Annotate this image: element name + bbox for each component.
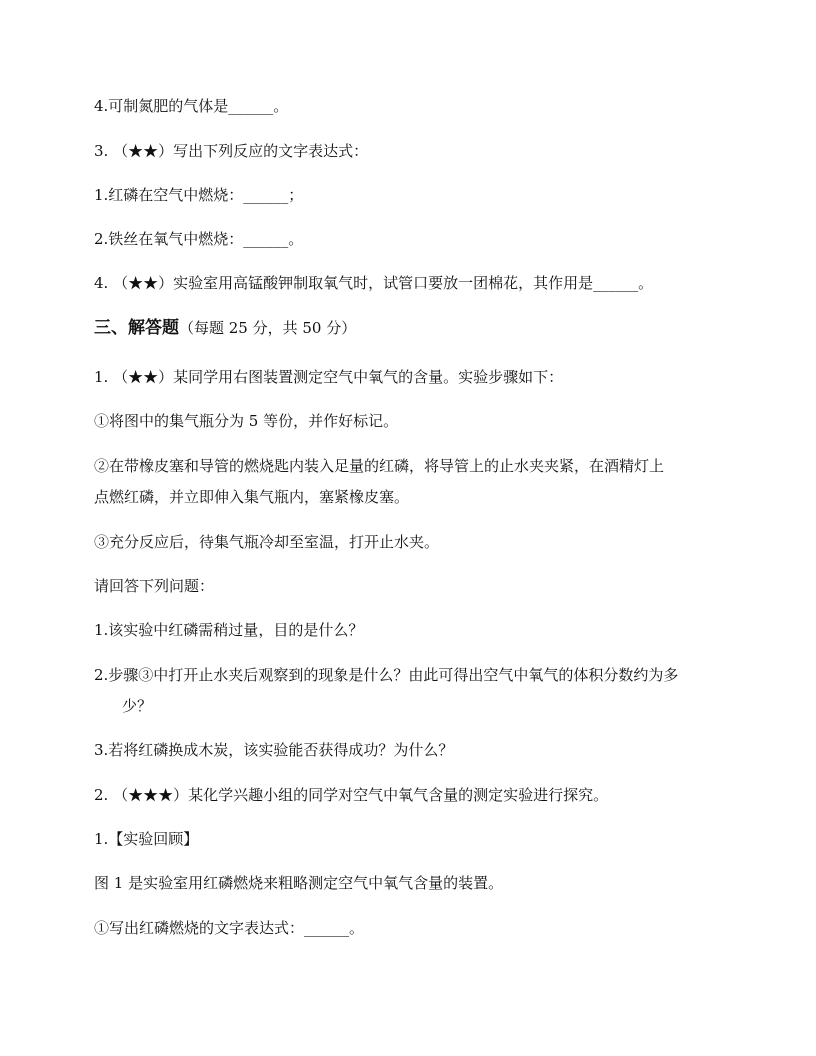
question-text: 4.可制氮肥的气体是______。 <box>94 97 289 115</box>
sub-question: 少？ <box>122 697 153 715</box>
section-title: 三、解答题 <box>94 318 179 338</box>
question-text: 2. （★★★）某化学兴趣小组的同学对空气中氧气含量的测定实验进行探究。 <box>94 786 609 804</box>
step-text: ①将图中的集气瓶分为 5 等份，并作好标记。 <box>94 412 399 430</box>
question-text: 2.铁丝在氧气中燃烧：______。 <box>94 230 304 248</box>
question-text: 1.红磷在空气中燃烧：______； <box>94 186 304 204</box>
question-text: 4. （★★）实验室用高锰酸钾制取氧气时，试管口要放一团棉花，其作用是______。 <box>94 274 654 292</box>
sub-question: 1.该实验中红磷需稍过量，目的是什么？ <box>94 621 364 639</box>
question-text: 1. （★★）某同学用右图装置测定空气中氧气的含量。实验步骤如下： <box>94 368 564 386</box>
question-text: ①写出红磷燃烧的文字表达式：______。 <box>94 919 365 937</box>
question-text: 图 1 是实验室用红磷燃烧来粗略测定空气中氧气含量的装置。 <box>94 874 504 892</box>
step-text: 点燃红磷，并立即伸入集气瓶内，塞紧橡皮塞。 <box>94 488 410 506</box>
sub-question: 3.若将红磷换成木炭，该实验能否获得成功？为什么？ <box>94 741 454 759</box>
question-text: 3. （★★）写出下列反应的文字表达式： <box>94 142 369 160</box>
section-note: （每题 25 分，共 50 分） <box>179 319 357 337</box>
sub-question: 2.步骤③中打开止水夹后观察到的现象是什么？由此可得出空气中氧气的体积分数约为多 <box>94 666 679 684</box>
step-text: ②在带橡皮塞和导管的燃烧匙内装入足量的红磷，将导管上的止水夹夹紧，在酒精灯上 <box>94 457 665 475</box>
prompt-text: 请回答下列问题： <box>94 577 215 595</box>
section-heading <box>94 318 734 338</box>
step-text: ③充分反应后，待集气瓶冷却至室温，打开止水夹。 <box>94 533 440 551</box>
sub-heading: 1.【实验回顾】 <box>94 830 199 848</box>
